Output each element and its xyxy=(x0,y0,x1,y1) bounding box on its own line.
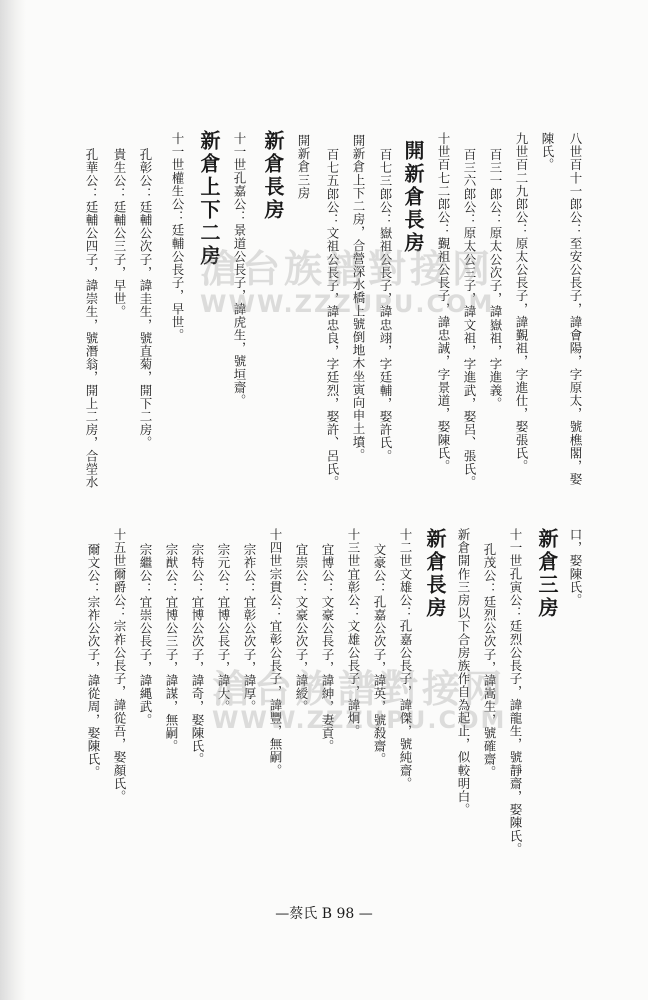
text-column: 貴生公：廷輔公三子，早世。 xyxy=(112,148,127,319)
text-column: 十一世孔寅公：廷烈公長子，諱龍生，號靜齋，娶陳氏。 xyxy=(508,528,523,856)
text-column: 孔華公：廷輔公四子，諱崇生，號潛翁，開上二房，合塋水 xyxy=(84,148,99,489)
text-column: 百三六郎公：原太公三子，諱文祖，字進武，娶呂、張氏。 xyxy=(462,148,477,489)
text-column: 宜崇公：文豪公次子，諱綬。 xyxy=(294,543,309,714)
section-heading: 新倉長房 xyxy=(423,528,447,620)
text-column: 口，娶陳氏。 xyxy=(568,528,583,607)
text-column: 開新倉上下二房，合營深水橋上號倒地木坐寅向申土墳。 xyxy=(351,134,366,462)
text-column: 十五世爾爵公：宗祚公長子，諱從吾，娶顏氏。 xyxy=(112,528,127,804)
text-column: 宜博公：文豪公長子，諱紳，妻貢。 xyxy=(320,543,335,753)
watermark-url: WWW.ZZZUPU.COM xyxy=(200,290,495,318)
text-column: 宗猷公：宜博公三子，諱謀，無嗣。 xyxy=(164,543,179,753)
text-column: 八世百十一郎公：至安公長子，諱會陽，字原太，號樵閣，娶 xyxy=(568,132,583,486)
text-column: 開新倉三房 xyxy=(296,134,311,200)
watermark-text: 滄台族譜對接网 xyxy=(212,667,507,711)
watermark-text: 滄台族譜對接网 xyxy=(200,247,495,291)
text-column: 爾文公：宗祚公次子，諱從周，娶陳氏。 xyxy=(86,543,101,779)
text-column: 百七五郎公：文祖公長子，諱忠良，字廷烈，娶許、呂氏。 xyxy=(325,148,340,489)
text-column: 宗祚公：宜彰公次子，諱厚。 xyxy=(242,543,257,714)
text-column: 新倉開作三房以下合房族作自為起止，似較明白。 xyxy=(456,528,471,817)
text-column: 十世百七二郎公：覲祖公長子，諱忠誠，字景道，娶陳氏。 xyxy=(436,132,451,473)
text-column: 孔茂公：廷烈公次子，諱嵩生，號確齋。 xyxy=(482,543,497,779)
text-column: 十一世權生公：廷輔公長子，早世。 xyxy=(170,132,185,342)
text-column: 宗繼公：宜崇公長子，諱縄武。 xyxy=(138,543,153,727)
section-heading: 新倉長房 xyxy=(261,130,285,222)
watermark-url: WWW.ZZZUPU.COM xyxy=(212,706,507,734)
text-column: 孔彰公：廷輔公次子，諱圭生，號直菊，開下二房。 xyxy=(138,148,153,450)
text-column: 陳氏。 xyxy=(540,132,555,172)
section-heading: 開新倉長房 xyxy=(401,140,425,255)
text-column: 十一世孔嘉公：景道公長子，諱虎生，號垣齋。 xyxy=(232,132,247,408)
section-heading: 新倉上下二房 xyxy=(197,130,221,268)
text-column: 宗元公：宜博公長子，諱大。 xyxy=(216,543,231,714)
text-column: 九世百二九郎公：原太公長子，諱覲祖，字進仕，娶張氏。 xyxy=(514,132,529,473)
text-column: 文豪公：孔嘉公次子，諱英，號殺齋。 xyxy=(372,543,387,766)
binding-gutter xyxy=(0,0,26,1000)
text-column: 十四世宗貫公：宜彰公長子，諱豐，無嗣。 xyxy=(268,528,283,777)
page-number: —蔡氏 B 98 — xyxy=(275,906,373,922)
text-column: 百三一郎公：原太公次子，諱嶽祖，字進義。 xyxy=(488,148,503,410)
text-column: 宗特公：宜博公次子，諱奇，娶陳氏。 xyxy=(190,543,205,766)
text-column: 百七三郎公：嶽祖公長子，諱忠翊，字廷輔，娶許氏。 xyxy=(378,148,393,463)
text-column: 十二世文雄公：孔嘉公長子，諱傑，號純齋。 xyxy=(398,528,413,790)
text-column: 十三世宜彰公：文雄公長子，諱炯。 xyxy=(346,528,361,738)
section-heading: 新倉三房 xyxy=(535,528,559,620)
